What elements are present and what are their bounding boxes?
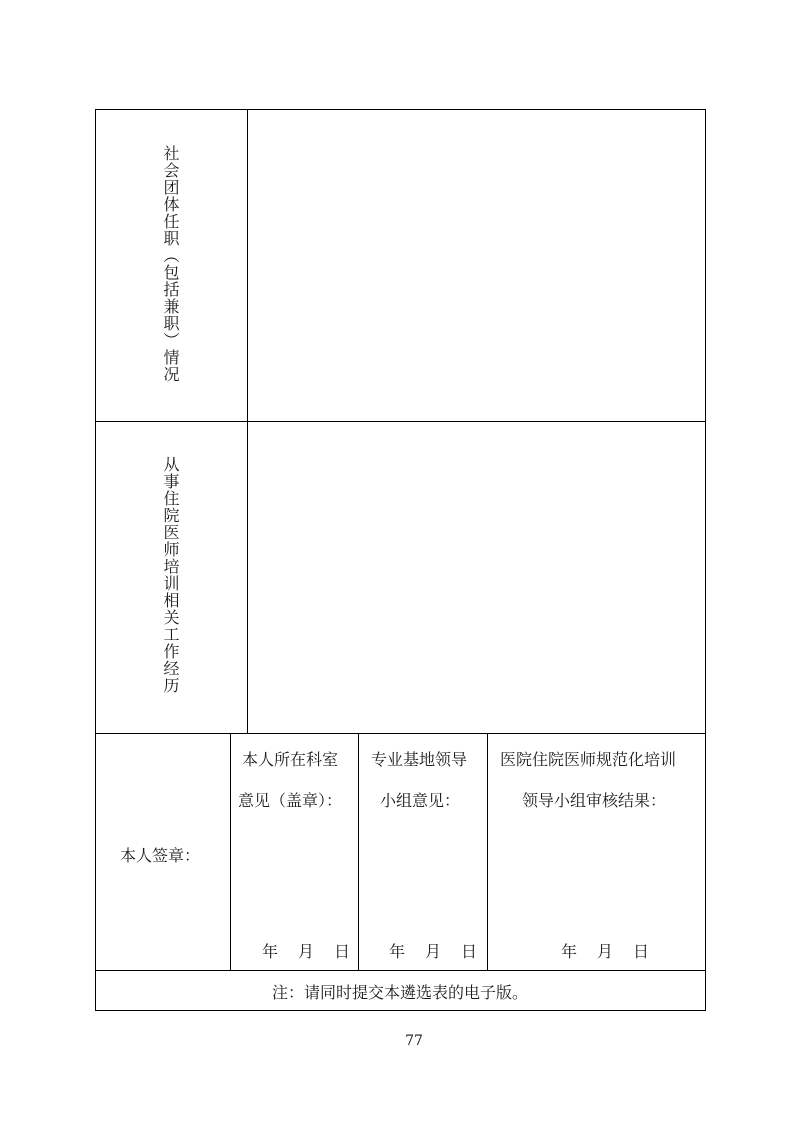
hospital-result-line1: 医院住院医师规范化培训 [500, 750, 677, 769]
note-text: 注：请同时提交本遴选表的电子版。 [271, 983, 528, 1002]
dept-opinion-line2: 意见（盖章）： [238, 791, 343, 810]
date-month: 月 [425, 942, 442, 961]
date-year: 年 [561, 942, 578, 961]
dept-opinion-date [252, 944, 360, 960]
signature-label: 本人签章： [120, 846, 201, 865]
experience-label: 从事住院医师培训相关工作经历 [161, 456, 180, 694]
social-roles-field[interactable] [249, 111, 704, 419]
social-roles-label: 社会团体任职（包括兼职）情况 [161, 145, 180, 383]
signature-col-divider-2 [358, 733, 359, 970]
date-day: 日 [334, 942, 351, 961]
base-opinion-line1: 专业基地领导 [371, 750, 468, 769]
base-opinion-line2: 小组意见： [380, 791, 461, 810]
row-divider-1 [95, 421, 706, 422]
date-day: 日 [633, 942, 650, 961]
date-day: 日 [461, 942, 478, 961]
base-opinion-date [379, 944, 487, 960]
hospital-result-line2: 领导小组审核结果： [522, 791, 667, 810]
experience-field[interactable] [249, 423, 704, 731]
signature-col-divider-3 [487, 733, 488, 970]
date-month: 月 [298, 942, 315, 961]
row-divider-3 [95, 970, 706, 971]
hospital-result-date [551, 944, 659, 960]
signature-col-divider-1 [230, 733, 231, 970]
dept-opinion-line1: 本人所在科室 [242, 750, 339, 769]
date-year: 年 [262, 942, 279, 961]
row-divider-2 [95, 733, 706, 734]
page-number: 77 [405, 1033, 423, 1049]
date-year: 年 [389, 942, 406, 961]
label-column-divider [247, 109, 248, 733]
date-month: 月 [597, 942, 614, 961]
